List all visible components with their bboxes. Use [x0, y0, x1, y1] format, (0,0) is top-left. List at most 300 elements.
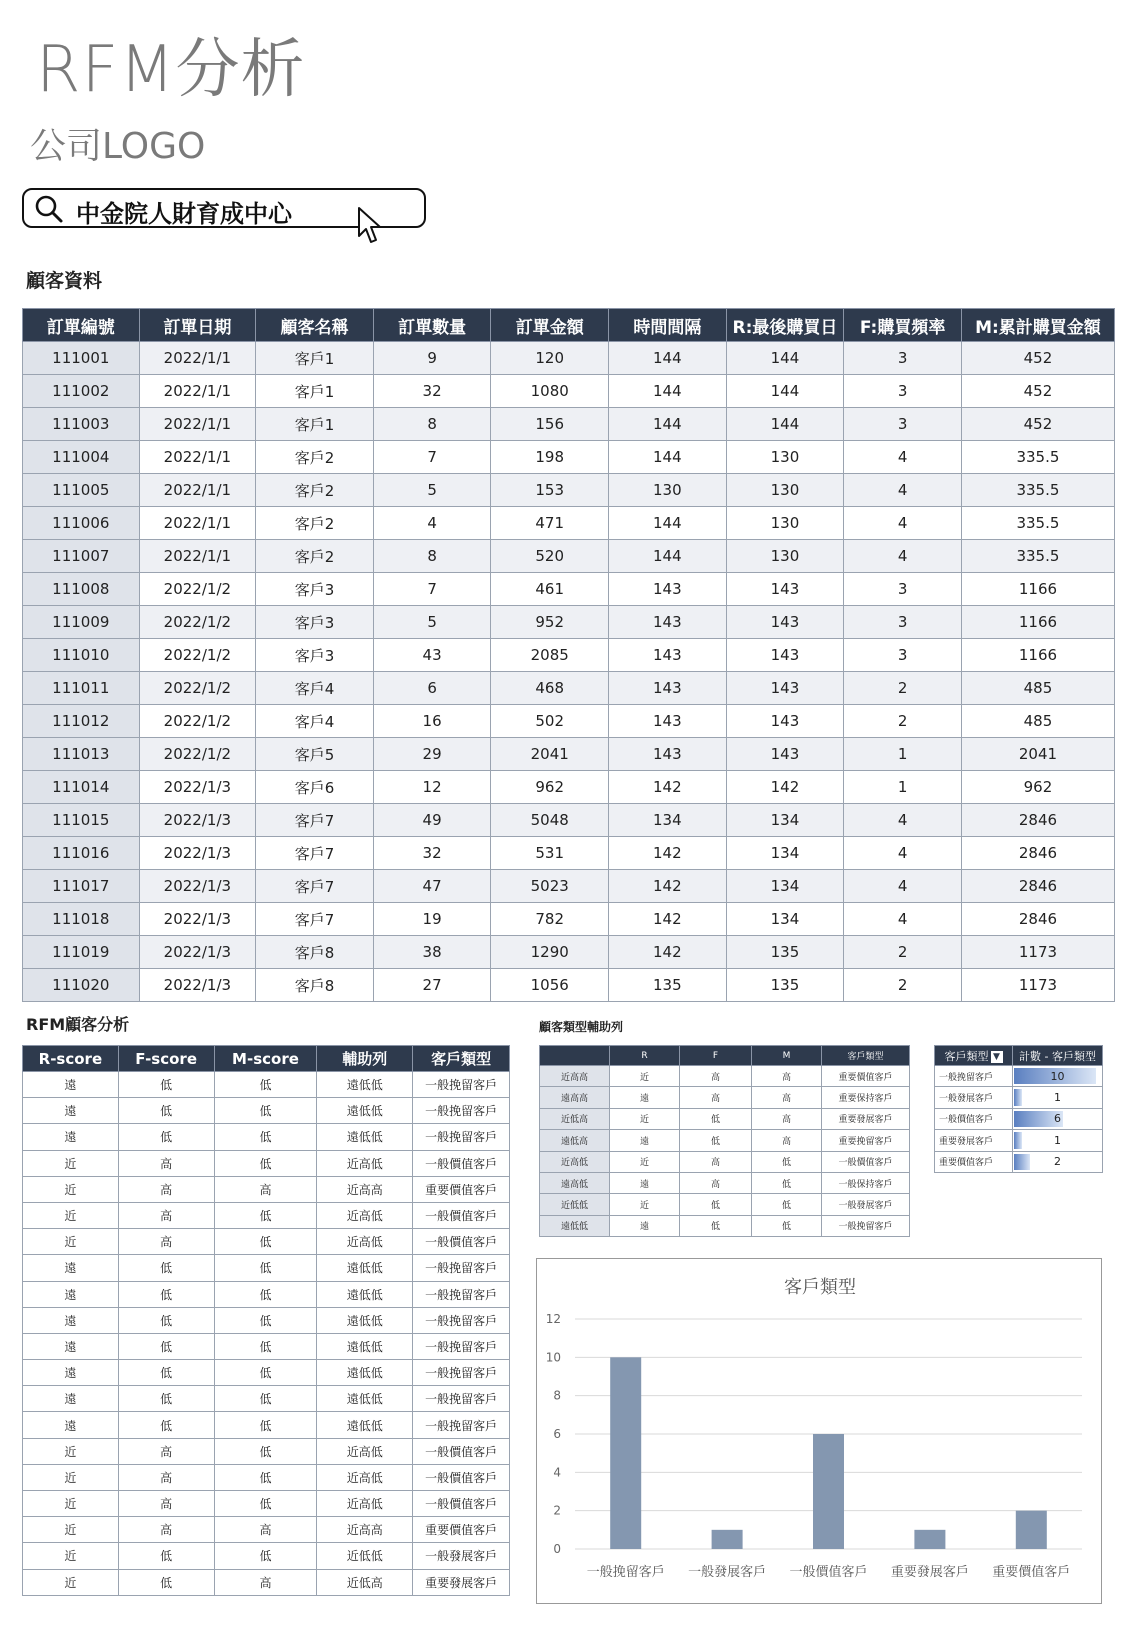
table-cell: 近: [23, 1202, 119, 1228]
table-cell: 143: [726, 672, 844, 705]
table-cell: 485: [961, 705, 1114, 738]
table-row: [23, 1202, 510, 1228]
table-cell: 客戶1: [256, 375, 374, 408]
table-cell: 130: [726, 507, 844, 540]
table-cell: 4: [844, 474, 962, 507]
table-cell: 111010: [23, 639, 140, 672]
table-row: [23, 672, 1115, 705]
table-row: [540, 1087, 910, 1108]
table-cell: 2022/1/1: [139, 507, 256, 540]
table-cell: 111002: [23, 375, 140, 408]
table-cell: 111008: [23, 573, 140, 606]
table-cell: 142: [609, 771, 727, 804]
table-cell: 134: [726, 804, 844, 837]
table-cell: 近低高: [540, 1108, 610, 1129]
table-cell: 143: [726, 639, 844, 672]
table-cell: 近: [610, 1108, 680, 1129]
table-row: [23, 1569, 510, 1595]
table-cell: 134: [609, 804, 727, 837]
table-cell: 135: [726, 936, 844, 969]
table-cell: 低: [118, 1333, 214, 1359]
table-cell: 2022/1/2: [139, 606, 256, 639]
table-cell: 130: [726, 474, 844, 507]
table-cell: 遠: [23, 1072, 119, 1098]
table-cell: 1290: [491, 936, 609, 969]
table-cell: 高: [118, 1438, 214, 1464]
table-cell: 低: [118, 1281, 214, 1307]
pivot-table: [934, 1045, 1103, 1173]
table-row: [23, 1543, 510, 1569]
table-cell: 近低高: [317, 1569, 413, 1595]
table-cell: 2022/1/2: [139, 738, 256, 771]
table-cell: 1166: [961, 639, 1114, 672]
table-cell: 2022/1/2: [139, 573, 256, 606]
table-cell: 2: [844, 936, 962, 969]
table-cell: 低: [214, 1491, 317, 1517]
pivot-col1-header[interactable]: 客戶類型 ▼: [935, 1046, 1013, 1066]
table-cell: 近: [23, 1543, 119, 1569]
table-cell: 高: [118, 1176, 214, 1202]
table-cell: 143: [609, 573, 727, 606]
table-cell: 一般價值客戶: [413, 1150, 510, 1176]
customer-col-header: F:購買頻率: [844, 309, 962, 342]
table-cell: 高: [118, 1464, 214, 1490]
table-cell: 近: [23, 1517, 119, 1543]
table-cell: 156: [491, 408, 609, 441]
table-cell: 49: [373, 804, 491, 837]
table-cell: 低: [214, 1150, 317, 1176]
table-cell: 遠低低: [540, 1215, 610, 1236]
table-cell: 3: [844, 408, 962, 441]
table-cell: 重要價值客戶: [822, 1066, 910, 1087]
rfm-col-header: 輔助列: [317, 1046, 413, 1072]
table-cell: 5: [373, 474, 491, 507]
y-tick-label: 2: [553, 1503, 561, 1518]
table-cell: 2022/1/1: [139, 375, 256, 408]
table-cell: 12: [373, 771, 491, 804]
table-cell: 16: [373, 705, 491, 738]
table-cell: 近高低: [540, 1151, 610, 1172]
table-cell: 111009: [23, 606, 140, 639]
pivot-col2-header: 計數 - 客戶類型: [1013, 1046, 1103, 1066]
table-cell: 143: [609, 705, 727, 738]
table-cell: 130: [726, 441, 844, 474]
bar: [914, 1530, 945, 1549]
table-cell: 高: [680, 1066, 752, 1087]
table-cell: 111004: [23, 441, 140, 474]
table-cell: 低: [214, 1098, 317, 1124]
table-cell: 111014: [23, 771, 140, 804]
table-cell: 近高低: [317, 1202, 413, 1228]
table-cell: 144: [726, 408, 844, 441]
table-cell: 重要發展客戶: [413, 1569, 510, 1595]
table-row: [23, 1360, 510, 1386]
table-row: [23, 1098, 510, 1124]
table-cell: 19: [373, 903, 491, 936]
table-cell: 遠低低: [317, 1386, 413, 1412]
table-cell: 6: [373, 672, 491, 705]
data-bar: [1014, 1132, 1022, 1148]
table-cell: 111013: [23, 738, 140, 771]
helper-col-header: M: [752, 1046, 822, 1066]
table-cell: 142: [609, 870, 727, 903]
table-row: [23, 1124, 510, 1150]
table-cell: 142: [609, 936, 727, 969]
pivot-label: 一般挽留客戶: [935, 1066, 1013, 1087]
customer-col-header: 顧客名稱: [256, 309, 374, 342]
table-cell: 111019: [23, 936, 140, 969]
table-cell: 高: [118, 1202, 214, 1228]
table-cell: 近低低: [540, 1194, 610, 1215]
customer-col-header: 訂單日期: [139, 309, 256, 342]
bar: [1016, 1511, 1047, 1549]
table-cell: 低: [214, 1438, 317, 1464]
table-cell: 2022/1/2: [139, 639, 256, 672]
table-cell: 452: [961, 375, 1114, 408]
table-row: [23, 1255, 510, 1281]
chart-title: 客戶類型: [784, 1277, 856, 1298]
table-cell: 142: [609, 837, 727, 870]
table-cell: 客戶2: [256, 507, 374, 540]
rfm-col-header: F-score: [118, 1046, 214, 1072]
table-cell: 144: [609, 342, 727, 375]
table-row: [23, 1281, 510, 1307]
table-cell: 高: [118, 1491, 214, 1517]
table-cell: 低: [680, 1215, 752, 1236]
table-cell: 1: [844, 771, 962, 804]
table-row: [23, 738, 1115, 771]
table-cell: 962: [491, 771, 609, 804]
table-row: [23, 969, 1115, 1002]
table-cell: 135: [609, 969, 727, 1002]
pivot-count-cell: [1013, 1087, 1103, 1108]
table-cell: 一般挽留客戶: [822, 1215, 910, 1236]
table-row: [540, 1108, 910, 1129]
table-cell: 高: [680, 1151, 752, 1172]
table-cell: 重要發展客戶: [822, 1108, 910, 1129]
table-cell: 144: [609, 375, 727, 408]
x-tick-label: 重要價值客戶: [992, 1565, 1071, 1580]
table-cell: 142: [726, 771, 844, 804]
table-cell: 531: [491, 837, 609, 870]
table-cell: 近低低: [317, 1543, 413, 1569]
table-cell: 143: [726, 606, 844, 639]
table-cell: 客戶4: [256, 672, 374, 705]
table-cell: 低: [680, 1194, 752, 1215]
pivot-row: [935, 1066, 1103, 1087]
table-cell: 5048: [491, 804, 609, 837]
table-cell: 一般價值客戶: [413, 1438, 510, 1464]
table-row: [540, 1194, 910, 1215]
table-cell: 客戶7: [256, 870, 374, 903]
table-cell: 2022/1/3: [139, 903, 256, 936]
pivot-row: [935, 1108, 1103, 1129]
table-cell: 遠: [23, 1333, 119, 1359]
table-cell: 335.5: [961, 540, 1114, 573]
table-cell: 近高高: [317, 1517, 413, 1543]
helper-table: [539, 1045, 910, 1237]
table-cell: 111012: [23, 705, 140, 738]
bar: [813, 1434, 844, 1549]
table-cell: 低: [214, 1412, 317, 1438]
table-cell: 低: [214, 1124, 317, 1150]
customer-col-header: 時間間隔: [609, 309, 727, 342]
pivot-row: [935, 1130, 1103, 1151]
table-row: [23, 837, 1115, 870]
table-cell: 低: [752, 1151, 822, 1172]
table-cell: 3: [844, 375, 962, 408]
table-row: [23, 1517, 510, 1543]
table-cell: 134: [726, 903, 844, 936]
pivot-count: 6: [1054, 1112, 1061, 1126]
table-cell: 客戶1: [256, 408, 374, 441]
table-cell: 高: [752, 1087, 822, 1108]
table-cell: 遠: [610, 1215, 680, 1236]
table-cell: 461: [491, 573, 609, 606]
y-tick-label: 8: [553, 1388, 561, 1403]
pivot-count: 10: [1050, 1069, 1065, 1083]
table-cell: 2022/1/2: [139, 672, 256, 705]
table-row: [23, 1412, 510, 1438]
table-cell: 低: [214, 1464, 317, 1490]
customer-col-header: 訂單數量: [373, 309, 491, 342]
data-bar: [1014, 1089, 1022, 1105]
table-cell: 8: [373, 408, 491, 441]
page-title: RFM分析: [36, 33, 306, 107]
table-cell: 135: [726, 969, 844, 1002]
helper-col-header: R: [610, 1046, 680, 1066]
table-cell: 近高低: [317, 1491, 413, 1517]
table-cell: 低: [214, 1360, 317, 1386]
table-cell: 43: [373, 639, 491, 672]
table-cell: 一般挽留客戶: [413, 1124, 510, 1150]
pivot-count-cell: [1013, 1130, 1103, 1151]
table-cell: 143: [609, 672, 727, 705]
table-cell: 低: [118, 1569, 214, 1595]
table-cell: 低: [118, 1072, 214, 1098]
table-cell: 客戶8: [256, 969, 374, 1002]
table-cell: 低: [214, 1255, 317, 1281]
table-cell: 近: [23, 1464, 119, 1490]
table-cell: 111017: [23, 870, 140, 903]
table-cell: 143: [609, 606, 727, 639]
pivot-label: 一般價值客戶: [935, 1108, 1013, 1129]
table-row: [540, 1151, 910, 1172]
table-cell: 143: [609, 639, 727, 672]
table-cell: 4: [844, 441, 962, 474]
table-cell: 2022/1/1: [139, 474, 256, 507]
table-cell: 近高高: [540, 1066, 610, 1087]
table-cell: 高: [752, 1108, 822, 1129]
table-cell: 近: [23, 1438, 119, 1464]
x-tick-label: 一般挽留客戶: [586, 1565, 665, 1580]
table-cell: 一般挽留客戶: [413, 1255, 510, 1281]
table-cell: 高: [118, 1517, 214, 1543]
table-cell: 客戶3: [256, 573, 374, 606]
table-cell: 3: [844, 606, 962, 639]
y-tick-label: 4: [553, 1465, 561, 1480]
table-cell: 遠: [610, 1087, 680, 1108]
table-cell: 一般挽留客戶: [413, 1281, 510, 1307]
helper-col-header: [540, 1046, 610, 1066]
table-cell: 452: [961, 342, 1114, 375]
table-row: [23, 441, 1115, 474]
table-cell: 高: [214, 1569, 317, 1595]
table-cell: 111003: [23, 408, 140, 441]
table-cell: 2022/1/2: [139, 705, 256, 738]
table-cell: 198: [491, 441, 609, 474]
table-cell: 遠高高: [540, 1087, 610, 1108]
table-cell: 7: [373, 441, 491, 474]
table-row: [23, 1333, 510, 1359]
table-cell: 1056: [491, 969, 609, 1002]
table-row: [23, 606, 1115, 639]
pivot-count-cell: [1013, 1108, 1103, 1129]
table-cell: 2022/1/3: [139, 804, 256, 837]
table-cell: 客戶4: [256, 705, 374, 738]
table-cell: 一般挽留客戶: [413, 1307, 510, 1333]
table-cell: 高: [118, 1150, 214, 1176]
helper-col-header: F: [680, 1046, 752, 1066]
table-cell: 遠低低: [317, 1072, 413, 1098]
table-cell: 低: [118, 1412, 214, 1438]
table-cell: 低: [118, 1386, 214, 1412]
table-cell: 遠: [23, 1360, 119, 1386]
table-cell: 2041: [961, 738, 1114, 771]
y-tick-label: 0: [553, 1542, 561, 1556]
customer-section-label: 顧客資料: [26, 270, 103, 292]
table-cell: 低: [214, 1281, 317, 1307]
company-logo-text: 公司LOGO: [30, 126, 206, 167]
table-cell: 近: [23, 1569, 119, 1595]
table-row: [540, 1130, 910, 1151]
table-cell: 1173: [961, 936, 1114, 969]
table-cell: 3: [844, 342, 962, 375]
table-cell: 遠: [23, 1124, 119, 1150]
customer-col-header: M:累計購買金額: [961, 309, 1114, 342]
table-row: [540, 1066, 910, 1087]
table-cell: 低: [680, 1108, 752, 1129]
pivot-row: [935, 1151, 1103, 1172]
table-cell: 4: [844, 837, 962, 870]
table-cell: 一般價值客戶: [413, 1464, 510, 1490]
table-cell: 遠: [23, 1307, 119, 1333]
table-cell: 低: [214, 1202, 317, 1228]
x-tick-label: 重要發展客戶: [890, 1565, 969, 1580]
table-cell: 一般價值客戶: [413, 1491, 510, 1517]
table-cell: 遠低低: [317, 1255, 413, 1281]
table-row: [23, 408, 1115, 441]
table-cell: 低: [118, 1360, 214, 1386]
table-cell: 4: [844, 540, 962, 573]
rfm-section-label: RFM顧客分析: [26, 1015, 130, 1034]
table-cell: 1080: [491, 375, 609, 408]
table-row: [540, 1215, 910, 1236]
table-cell: 153: [491, 474, 609, 507]
table-cell: 335.5: [961, 441, 1114, 474]
table-cell: 一般挽留客戶: [413, 1333, 510, 1359]
table-cell: 低: [214, 1307, 317, 1333]
table-cell: 近高高: [317, 1176, 413, 1202]
pivot-label: 重要發展客戶: [935, 1130, 1013, 1151]
table-cell: 32: [373, 375, 491, 408]
table-row: [23, 540, 1115, 573]
search-text: 中金院人財育成中心: [76, 200, 292, 228]
pivot-count: 1: [1054, 1091, 1061, 1105]
table-cell: 低: [752, 1172, 822, 1193]
table-row: [23, 804, 1115, 837]
table-cell: 一般挽留客戶: [413, 1412, 510, 1438]
table-cell: 近: [23, 1176, 119, 1202]
table-cell: 遠: [23, 1412, 119, 1438]
table-cell: 重要保持客戶: [822, 1087, 910, 1108]
table-cell: 111005: [23, 474, 140, 507]
pivot-count-cell: [1013, 1066, 1103, 1087]
table-cell: 38: [373, 936, 491, 969]
table-cell: 143: [726, 738, 844, 771]
table-cell: 4: [844, 507, 962, 540]
table-cell: 134: [726, 837, 844, 870]
mouse-cursor-icon: [356, 206, 382, 246]
table-cell: 111007: [23, 540, 140, 573]
table-cell: 客戶2: [256, 540, 374, 573]
table-cell: 111011: [23, 672, 140, 705]
helper-section-label: 顧客類型輔助列: [539, 1020, 624, 1034]
table-cell: 近: [610, 1066, 680, 1087]
table-cell: 1166: [961, 573, 1114, 606]
table-row: [23, 507, 1115, 540]
table-cell: 客戶7: [256, 837, 374, 870]
table-cell: 低: [118, 1124, 214, 1150]
table-cell: 低: [214, 1543, 317, 1569]
table-cell: 1166: [961, 606, 1114, 639]
table-row: [23, 1491, 510, 1517]
table-cell: 遠低低: [317, 1360, 413, 1386]
table-row: [23, 1386, 510, 1412]
table-cell: 144: [609, 507, 727, 540]
filter-dropdown-icon[interactable]: ▼: [991, 1051, 1003, 1063]
table-cell: 低: [118, 1307, 214, 1333]
table-row: [23, 1176, 510, 1202]
y-tick-label: 10: [545, 1350, 561, 1365]
bar: [610, 1357, 641, 1549]
table-cell: 低: [752, 1194, 822, 1215]
table-cell: 遠低高: [540, 1130, 610, 1151]
table-row: [23, 870, 1115, 903]
table-cell: 468: [491, 672, 609, 705]
table-cell: 111016: [23, 837, 140, 870]
table-cell: 低: [118, 1543, 214, 1569]
table-cell: 144: [726, 375, 844, 408]
table-cell: 低: [752, 1215, 822, 1236]
table-cell: 高: [214, 1517, 317, 1543]
table-cell: 144: [609, 441, 727, 474]
x-tick-label: 一般價值客戶: [789, 1565, 868, 1580]
table-cell: 一般價值客戶: [413, 1229, 510, 1255]
table-row: [23, 903, 1115, 936]
rfm-col-header: M-score: [214, 1046, 317, 1072]
table-cell: 一般挽留客戶: [413, 1386, 510, 1412]
table-row: [23, 1229, 510, 1255]
table-cell: 4: [844, 804, 962, 837]
table-cell: 一般挽留客戶: [413, 1072, 510, 1098]
x-tick-label: 一般發展客戶: [688, 1565, 767, 1580]
table-cell: 客戶3: [256, 639, 374, 672]
bar-chart: [536, 1258, 1102, 1604]
table-cell: 2022/1/1: [139, 408, 256, 441]
table-cell: 低: [680, 1130, 752, 1151]
table-cell: 遠: [610, 1172, 680, 1193]
